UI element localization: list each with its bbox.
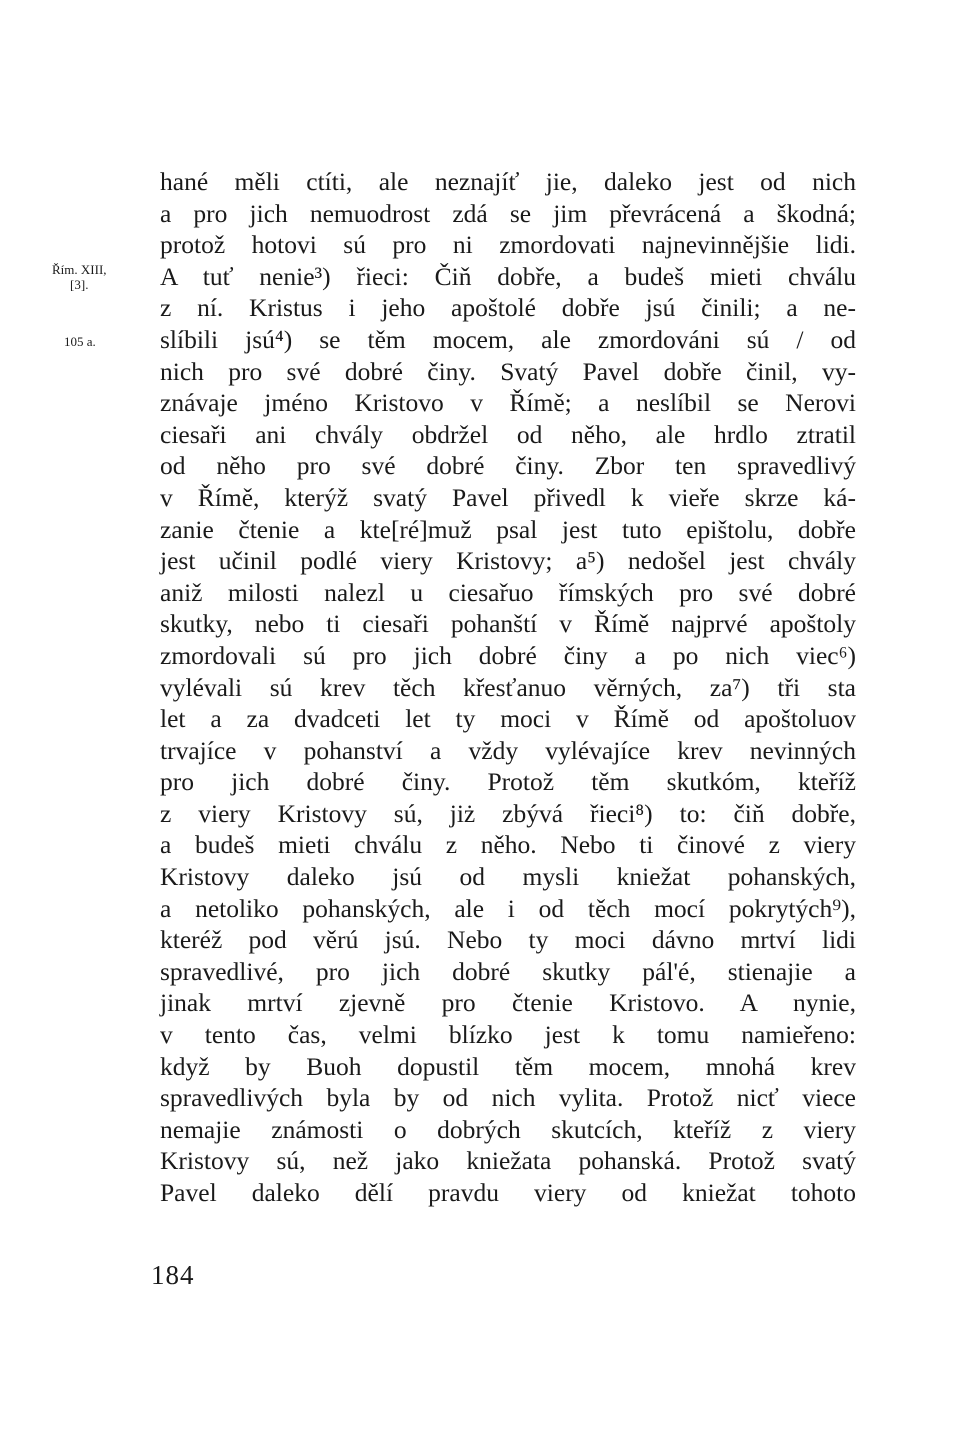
text-line: slíbili jsú⁴) se těm mocem, ale zmordováni sú / od xyxy=(160,324,856,354)
text-line: Kristovy daleko jsú od mysli kniežat pohanských, xyxy=(160,862,856,892)
text-line: jinak mrtví zjevně pro čtenie Kristovo. A nynie, xyxy=(160,988,856,1018)
text-line: vylévali sú krev těch křesťanuo věrných, za⁷) tři sta xyxy=(160,672,856,702)
text-line: zmordovali sú pro jich dobré činy a po nich viec⁶) xyxy=(160,640,856,670)
text-line: spravedlivé, pro jich dobré skutky pál'é, stienajie a xyxy=(160,956,856,986)
text-line: z ní. Kristus i jeho apoštolé dobře jsú činili; a ne- xyxy=(160,293,856,323)
margin-note-folio: 105 a. xyxy=(64,334,96,349)
text-line: když by Buoh dopustil těm mocem, mnohá krev xyxy=(160,1051,856,1081)
text-line: trvajíce v pohanství a vždy vylévajíce krev nevinných xyxy=(160,735,856,765)
text-line: zanie čtenie a kte[ré]muž psal jest tuto epištolu, dobře xyxy=(160,514,856,544)
page-number: 184 xyxy=(151,1260,195,1290)
margin-note-reference xyxy=(52,262,107,292)
text-line: nemajie známosti o dobrých skutcích, kteříž z viery xyxy=(160,1114,856,1144)
text-line: nich pro své dobré činy. Svatý Pavel dobře činil, vy- xyxy=(160,356,856,386)
text-line: kteréž pod věrú jsú. Nebo ty moci dávno mrtví lidi xyxy=(160,925,856,955)
body-text xyxy=(160,166,856,1209)
text-line: a pro jich nemuodrost zdá se jim převrácená a škodná; xyxy=(160,198,856,228)
text-line: skutky, nebo ti ciesaři pohanští v Římě najprvé apoštoly xyxy=(160,609,856,639)
text-line: spravedlivých byla by od nich vylita. Protož nicť viece xyxy=(160,1083,856,1113)
text-line: let a za dvadceti let ty moci v Římě od apoštoluov xyxy=(160,704,856,734)
text-line: aniž milosti nalezl u ciesařuo římských pro své dobré xyxy=(160,577,856,607)
text-line: znávaje jméno Kristovo v Římě; a neslíbil se Nerovi xyxy=(160,388,856,418)
text-line: a budeš mieti chválu z něho. Nebo ti činové z viery xyxy=(160,830,856,860)
text-line: Pavel daleko dělí pravdu viery od kniežat tohoto xyxy=(160,1178,856,1207)
text-line: v Římě, kterýž svatý Pavel přivedl k vieře skrze ká- xyxy=(160,482,856,512)
text-line: z viery Kristovy sú, jiż zbývá řieci⁸) to: čiň dobře, xyxy=(160,798,856,828)
text-line: ciesaři ani chvály obdržel od něho, ale hrdlo ztratil xyxy=(160,419,856,449)
margin-note-reference-line2: [3]. xyxy=(70,277,89,292)
text-line: hané měli ctíti, ale neznajíť jie, daleko jest od nich xyxy=(160,167,856,196)
margin-note-reference-line1: Řím. XIII, xyxy=(52,262,107,277)
text-line: A tuť nenie³) řieci: Čiň dobře, a budeš mieti chválu xyxy=(160,261,856,291)
text-line: Kristovy sú, než jako kniežata pohanská. Protož svatý xyxy=(160,1146,856,1176)
text-line: protož hotovi sú pro ni zmordovati najnevinnějšie lidi. xyxy=(160,230,856,260)
text-line: od něho pro své dobré činy. Zbor ten spravedlivý xyxy=(160,451,856,481)
text-line: a netoliko pohanských, ale i od těch mocí pokrytých⁹), xyxy=(160,893,856,923)
text-line: pro jich dobré činy. Protož těm skutkóm, kteříž xyxy=(160,767,856,797)
text-line: jest učinil podlé viery Kristovy; a⁵) nedošel jest chvály xyxy=(160,546,856,576)
text-line: v tento čas, velmi blízko jest k tomu namieřeno: xyxy=(160,1020,856,1050)
